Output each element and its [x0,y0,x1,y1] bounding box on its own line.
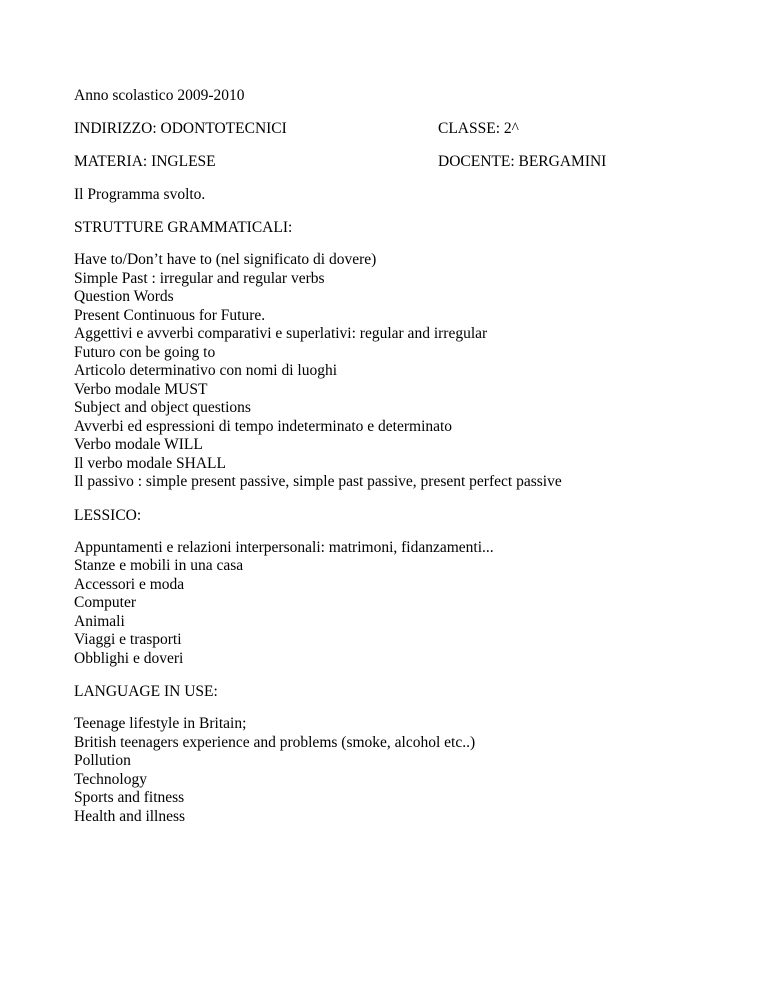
list-item: Stanze e mobili in una casa [74,557,244,574]
list-item: Appuntamenti e relazioni interpersonali: matrimoni, fidanzamenti... [74,538,494,556]
list-item: Verbo modale WILL [74,436,203,453]
materia-docente-row [74,152,714,171]
list-item: Il passivo : simple present passive, simple past passive, present perfect passive [74,473,562,490]
list-item: Animali [74,612,125,630]
school-year: Anno scolastico 2009-2010 [74,87,245,104]
grammar-list [74,251,714,492]
docente-label: DOCENTE: BERGAMINI [438,153,607,170]
list-item: Avverbi ed espressioni di tempo indeterminato e determinato [74,417,453,435]
list-item: Question Words [74,288,174,305]
list-item: Simple Past : irregular and regular verbs [74,269,325,287]
language-in-use-list [74,715,714,826]
list-item: Accessori e moda [74,575,185,593]
list-item: Sports and fitness [74,789,185,806]
list-item: Aggettivi e avverbi comparativi e superlativi: regular and irregular [74,325,488,342]
indirizzo-classe-row [74,119,714,138]
list-item: Verbo modale MUST [74,380,208,398]
indirizzo-label: INDIRIZZO: ODONTOTECNICI [74,120,287,137]
list-item: Viaggi e trasporti [74,631,182,648]
list-item: Obblighi e doveri [74,649,184,667]
classe-label: CLASSE: 2^ [438,120,519,137]
list-item: Il verbo modale SHALL [74,454,226,472]
list-item: British teenagers experience and problems (smoke, alcohol etc..) [74,733,476,751]
list-item: Health and illness [74,807,186,825]
section-heading-language-in-use: LANGUAGE IN USE: [74,683,218,700]
list-item: Subject and object questions [74,399,251,416]
section-heading-lessico: LESSICO: [74,506,142,524]
list-item: Technology [74,770,147,788]
programma-title: Il Programma svolto. [74,186,206,203]
section-heading-grammar: STRUTTURE GRAMMATICALI: [74,219,293,236]
list-item: Present Continuous for Future. [74,306,266,324]
list-item: Have to/Don’t have to (nel significato di dovere) [74,251,377,268]
list-item: Pollution [74,752,131,769]
list-item: Articolo determinativo con nomi di luoghi [74,362,338,379]
document-page [74,86,714,826]
lessico-list [74,539,714,669]
list-item: Teenage lifestyle in Britain; [74,715,247,732]
materia-label: MATERIA: INGLESE [74,153,216,170]
list-item: Computer [74,594,136,611]
list-item: Futuro con be going to [74,343,216,361]
